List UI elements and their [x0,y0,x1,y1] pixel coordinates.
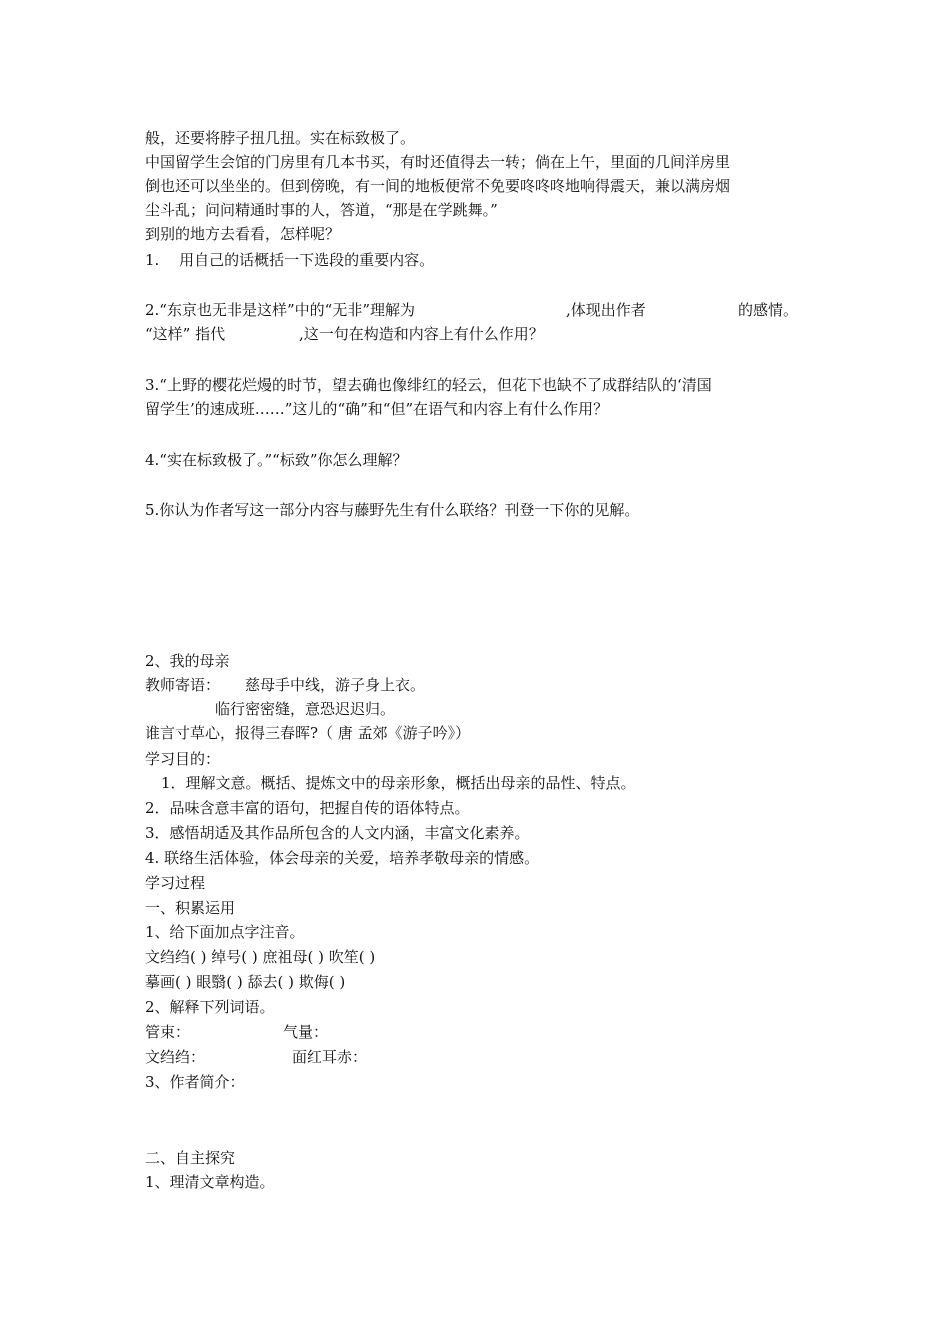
goal-item: 3．感悟胡适及其作品所包含的人文内涵，丰富文化素养。 [145,824,530,842]
exercise-item: 1、理清文章构造。 [145,1173,275,1191]
question-2-part-b: ,体现出作者 [566,301,646,319]
pinyin-line: 摹画( ) 眼翳( ) 舔去( ) 欺侮( ) [145,973,346,991]
para-line: 般，还要将脖子扭几扭。实在标致极了。 [145,129,416,147]
goal-item: 1．理解文意。概括、提炼文中的母亲形象，概括出母亲的品性、特点。 [161,774,636,792]
part-heading: 二、自主探究 [145,1149,236,1167]
word-item: 管束： [145,1023,191,1041]
goals-title: 学习目的： [145,750,221,768]
teacher-message-label: 教师寄语： [145,676,221,694]
part-heading: 一、积累运用 [145,899,236,917]
exercise-item: 1、给下面加点字注音。 [145,923,305,941]
exercise-item: 3、作者简介： [145,1073,245,1091]
para-line: 中国留学生会馆的门房里有几本书买，有时还值得去一转；倘在上午，里面的几间洋房里 [145,153,731,171]
question-2-part-a: 2.“东京也无非是这样”中的“无非”理解为 [145,301,415,319]
para-line: 倒也还可以坐坐的。但到傍晚，有一间的地板便常不免要咚咚咚地响得震天，兼以满房烟 [145,177,731,195]
exercise-item: 2、解释下列词语。 [145,998,275,1016]
poem-line: 临行密密缝，意恐迟迟归。 [215,700,396,718]
question-4: 4.“实在标致极了。”“标致”你怎么理解？ [145,451,408,469]
poem-line: 谁言寸草心，报得三春晖?（ 唐 孟郊《游子吟》） [145,724,471,742]
pinyin-line: 文绉绉( ) 绰号( ) 庶祖母( ) 吹笙( ) [145,948,376,966]
word-item: 面红耳赤： [292,1048,368,1066]
para-line: 到别的地方去看看，怎样呢？ [145,225,341,243]
question-3-line-1: 3.“上野的樱花烂熳的时节，望去确也像绯红的轻云，但花下也缺不了成群结队的‘清国 [145,376,712,394]
question-1: 1. 用自己的话概括一下选段的重要内容。 [145,251,435,269]
process-heading: 学习过程 [145,874,206,892]
question-5: 5.你认为作者写这一部分内容与藤野先生有什么联络？刊登一下你的见解。 [145,501,640,519]
poem-line: 慈母手中线，游子身上衣。 [245,676,426,694]
para-line: 尘斗乱；问问精通时事的人，答道，“那是在学跳舞。” [145,201,498,219]
word-item: 文绉绉： [145,1048,206,1066]
question-2-part-c: 的感情。 [738,301,799,319]
goal-item: 4. 联络生活体验，体会母亲的关爱，培养孝敬母亲的情感。 [145,849,540,867]
question-2-part-d: “这样” 指代 [145,325,226,343]
goal-item: 2．品味含意丰富的语句，把握自传的语体特点。 [145,799,470,817]
section-title: 2、我的母亲 [145,652,230,670]
question-3-line-2: 留学生’的速成班……”这儿的“确”和“但”在语气和内容上有什么作用？ [145,400,609,418]
question-2-part-e: ,这一句在构造和内容上有什么作用？ [299,325,544,343]
word-item: 气量： [283,1023,329,1041]
